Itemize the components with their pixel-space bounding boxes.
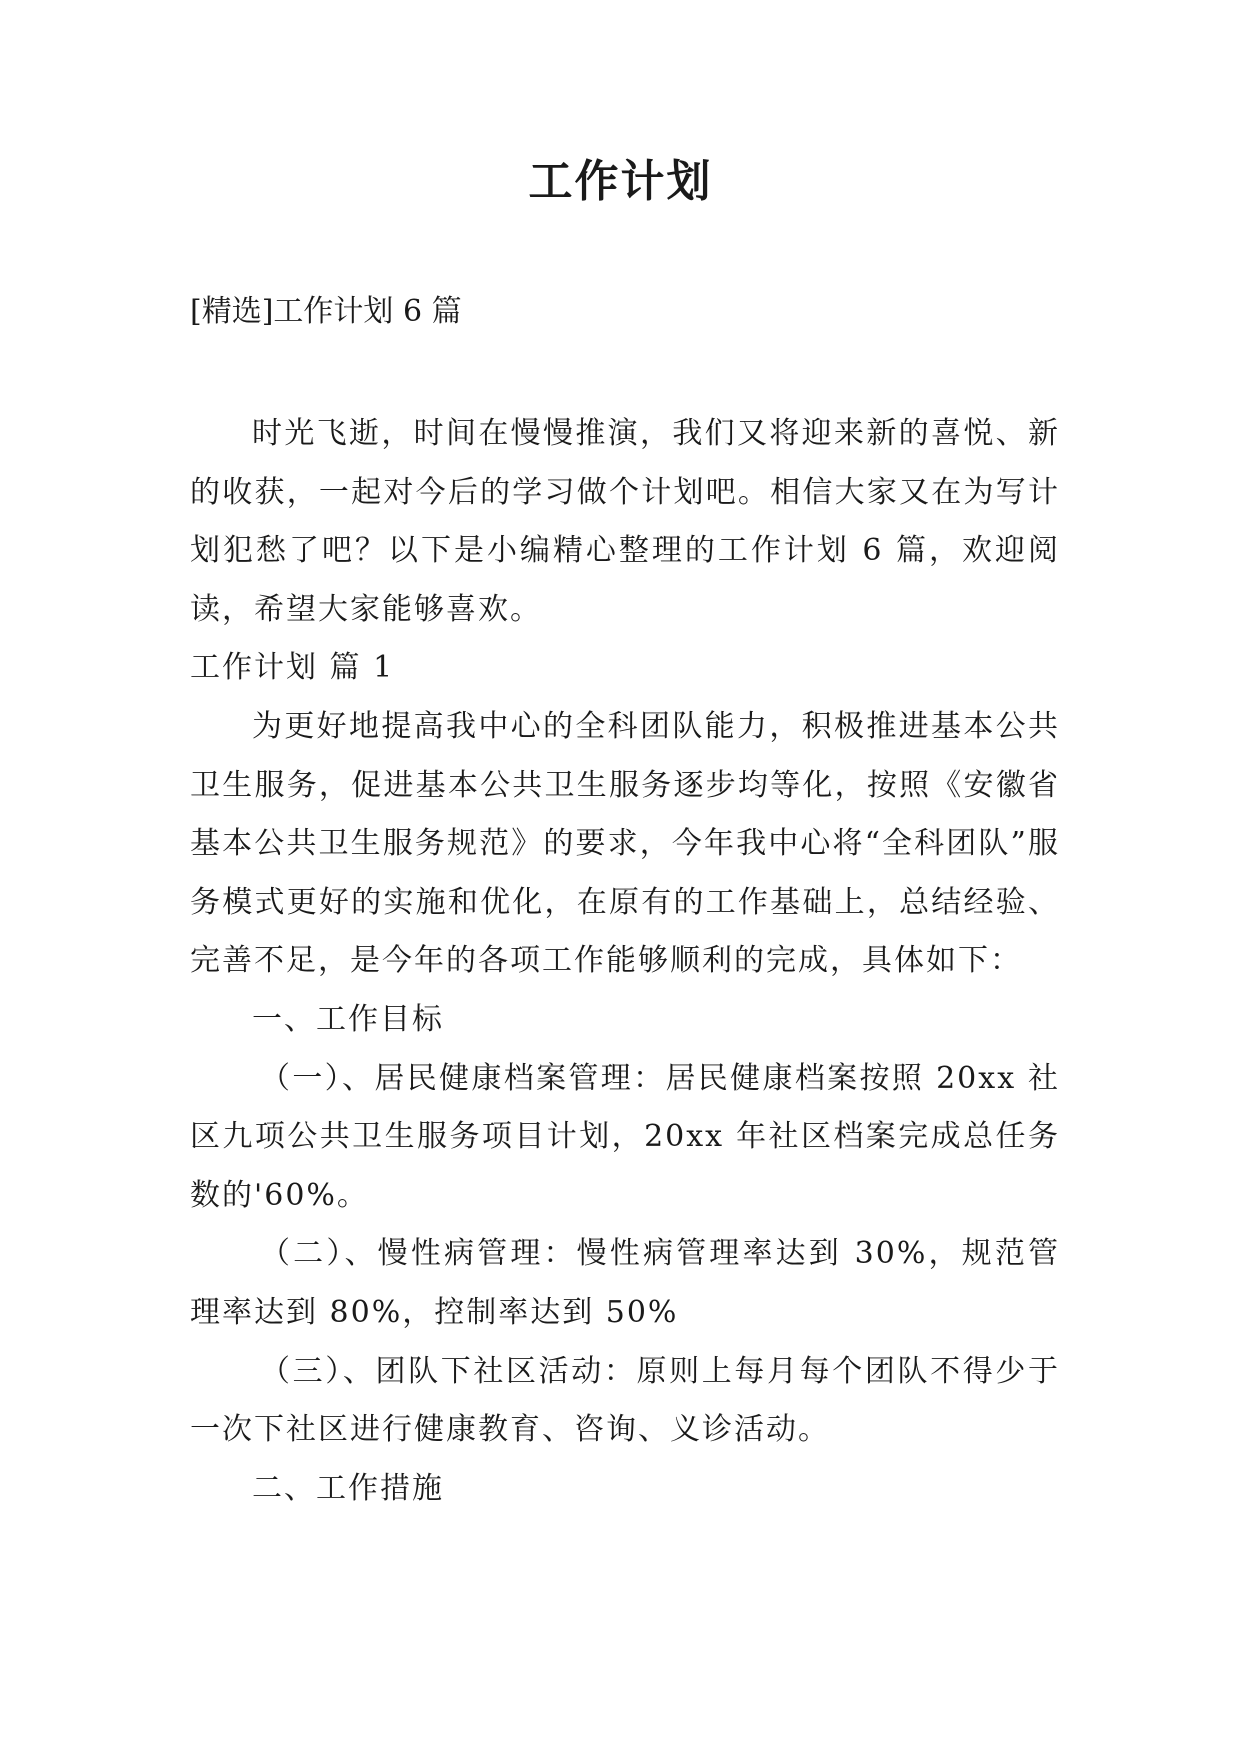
section-heading-1: 工作计划 篇 1 [190, 650, 395, 686]
goal-heading: 一、工作目标 [252, 1001, 444, 1037]
goal-item-1: （一）、居民健康档案管理：居民健康档案按照 20xx 社区九项公共卫生服务项目计划，20xx 年社区档案完成总任务数的'60%。 [190, 1060, 1060, 1213]
document-title: 工作计划 [528, 156, 713, 207]
measures-heading: 二、工作措施 [252, 1470, 444, 1506]
goal-item-3: （三）、团队下社区活动：原则上每月每个团队不得少于一次下社区进行健康教育、咨询、义诊活动。 [190, 1353, 1060, 1448]
document-body [190, 405, 1060, 1518]
goal-item-2: （二）、慢性病管理：慢性病管理率达到 30%，规范管理率达到 80%，控制率达到 50% [190, 1236, 1060, 1330]
body-paragraph-1: 为更好地提高我中心的全科团队能力，积极推进基本公共卫生服务，促进基本公共卫生服务逐步均等化，按照《安徽省基本公共卫生服务规范》的要求，今年我中心将“全科团队”服务模式更好的实施和优化，在原有的工作基础上，总结经验、完善不足，是今年的各项工作能够顺利的完成，具体如下： [190, 708, 1060, 979]
intro-paragraph: 时光飞逝，时间在慢慢推演，我们又将迎来新的喜悦、新的收获，一起对今后的学习做个计划吧。相信大家又在为写计划犯愁了吧？以下是小编精心整理的工作计划 6 篇，欢迎阅读，希望大家能够喜欢。 [190, 416, 1060, 627]
document-subtitle: [精选]工作计划 6 篇 [190, 294, 462, 329]
